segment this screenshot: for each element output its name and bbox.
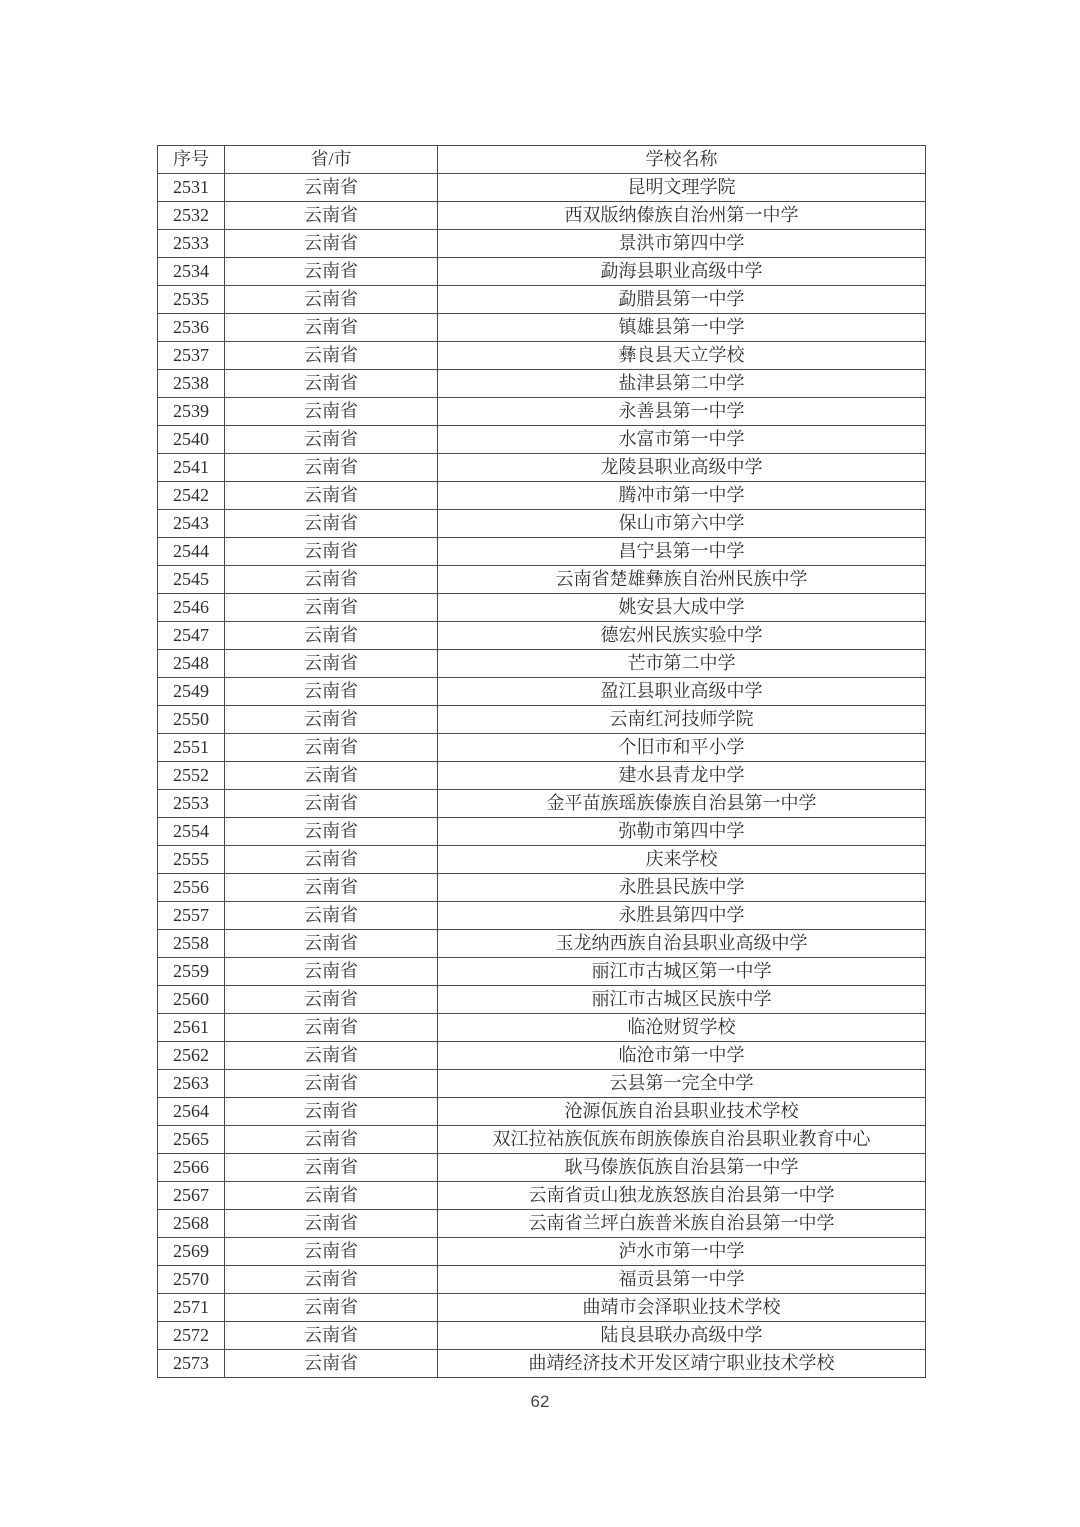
cell-province: 云南省 [225, 734, 438, 762]
cell-serial: 2565 [158, 1126, 225, 1154]
cell-province: 云南省 [225, 286, 438, 314]
table-row [158, 734, 926, 762]
cell-school: 临沧市第一中学 [438, 1042, 926, 1070]
table-row [158, 1294, 926, 1322]
table-row [158, 846, 926, 874]
cell-serial: 2547 [158, 622, 225, 650]
header-province: 省/市 [225, 146, 438, 174]
cell-school: 景洪市第四中学 [438, 230, 926, 258]
cell-province: 云南省 [225, 314, 438, 342]
cell-serial: 2541 [158, 454, 225, 482]
header-school-name: 学校名称 [438, 146, 926, 174]
table-row [158, 930, 926, 958]
cell-province: 云南省 [225, 706, 438, 734]
cell-province: 云南省 [225, 482, 438, 510]
cell-school: 云南省贡山独龙族怒族自治县第一中学 [438, 1182, 926, 1210]
cell-province: 云南省 [225, 370, 438, 398]
table-row [158, 482, 926, 510]
cell-school: 金平苗族瑶族傣族自治县第一中学 [438, 790, 926, 818]
table-row [158, 230, 926, 258]
cell-serial: 2567 [158, 1182, 225, 1210]
cell-school: 泸水市第一中学 [438, 1238, 926, 1266]
cell-province: 云南省 [225, 1322, 438, 1350]
cell-serial: 2531 [158, 174, 225, 202]
cell-school: 云南红河技师学院 [438, 706, 926, 734]
table-row [158, 1322, 926, 1350]
cell-serial: 2564 [158, 1098, 225, 1126]
cell-province: 云南省 [225, 426, 438, 454]
cell-serial: 2544 [158, 538, 225, 566]
table-row [158, 1154, 926, 1182]
table-row [158, 958, 926, 986]
cell-province: 云南省 [225, 1266, 438, 1294]
cell-serial: 2542 [158, 482, 225, 510]
cell-school: 福贡县第一中学 [438, 1266, 926, 1294]
cell-school: 弥勒市第四中学 [438, 818, 926, 846]
cell-serial: 2535 [158, 286, 225, 314]
cell-school: 龙陵县职业高级中学 [438, 454, 926, 482]
table-row [158, 818, 926, 846]
cell-province: 云南省 [225, 1210, 438, 1238]
cell-school: 丽江市古城区第一中学 [438, 958, 926, 986]
cell-school: 曲靖市会泽职业技术学校 [438, 1294, 926, 1322]
cell-school: 云南省兰坪白族普米族自治县第一中学 [438, 1210, 926, 1238]
cell-school: 昆明文理学院 [438, 174, 926, 202]
table-row [158, 1266, 926, 1294]
cell-school: 保山市第六中学 [438, 510, 926, 538]
cell-serial: 2560 [158, 986, 225, 1014]
cell-serial: 2557 [158, 902, 225, 930]
cell-province: 云南省 [225, 818, 438, 846]
table-row [158, 678, 926, 706]
table-row [158, 594, 926, 622]
cell-school: 彝良县天立学校 [438, 342, 926, 370]
cell-serial: 2533 [158, 230, 225, 258]
cell-province: 云南省 [225, 1154, 438, 1182]
cell-province: 云南省 [225, 566, 438, 594]
cell-serial: 2546 [158, 594, 225, 622]
cell-serial: 2568 [158, 1210, 225, 1238]
table-row [158, 902, 926, 930]
cell-school: 姚安县大成中学 [438, 594, 926, 622]
table-row [158, 1042, 926, 1070]
cell-province: 云南省 [225, 1126, 438, 1154]
cell-serial: 2571 [158, 1294, 225, 1322]
cell-province: 云南省 [225, 762, 438, 790]
cell-province: 云南省 [225, 174, 438, 202]
table-row [158, 426, 926, 454]
cell-school: 沧源佤族自治县职业技术学校 [438, 1098, 926, 1126]
cell-province: 云南省 [225, 622, 438, 650]
cell-province: 云南省 [225, 454, 438, 482]
table-row [158, 286, 926, 314]
cell-school: 盈江县职业高级中学 [438, 678, 926, 706]
cell-serial: 2545 [158, 566, 225, 594]
cell-province: 云南省 [225, 902, 438, 930]
table-row [158, 370, 926, 398]
cell-province: 云南省 [225, 1098, 438, 1126]
cell-province: 云南省 [225, 930, 438, 958]
table-row [158, 622, 926, 650]
cell-province: 云南省 [225, 1070, 438, 1098]
cell-school: 云南省楚雄彝族自治州民族中学 [438, 566, 926, 594]
cell-province: 云南省 [225, 678, 438, 706]
cell-school: 镇雄县第一中学 [438, 314, 926, 342]
cell-serial: 2566 [158, 1154, 225, 1182]
cell-school: 陆良县联办高级中学 [438, 1322, 926, 1350]
cell-school: 芒市第二中学 [438, 650, 926, 678]
cell-serial: 2532 [158, 202, 225, 230]
cell-province: 云南省 [225, 230, 438, 258]
table-row [158, 454, 926, 482]
cell-serial: 2537 [158, 342, 225, 370]
cell-school: 昌宁县第一中学 [438, 538, 926, 566]
cell-province: 云南省 [225, 594, 438, 622]
cell-serial: 2562 [158, 1042, 225, 1070]
cell-serial: 2563 [158, 1070, 225, 1098]
cell-school: 玉龙纳西族自治县职业高级中学 [438, 930, 926, 958]
table-row [158, 258, 926, 286]
cell-province: 云南省 [225, 342, 438, 370]
table-row [158, 706, 926, 734]
table-row [158, 510, 926, 538]
cell-serial: 2550 [158, 706, 225, 734]
table-row [158, 1014, 926, 1042]
cell-province: 云南省 [225, 1014, 438, 1042]
cell-serial: 2573 [158, 1350, 225, 1378]
cell-serial: 2538 [158, 370, 225, 398]
table-row [158, 874, 926, 902]
table-row [158, 986, 926, 1014]
page-number: 62 [530, 1392, 550, 1411]
cell-province: 云南省 [225, 1294, 438, 1322]
header-serial: 序号 [158, 146, 225, 174]
cell-province: 云南省 [225, 510, 438, 538]
cell-province: 云南省 [225, 1042, 438, 1070]
table-row [158, 398, 926, 426]
cell-school: 双江拉祜族佤族布朗族傣族自治县职业教育中心 [438, 1126, 926, 1154]
table-row [158, 650, 926, 678]
cell-serial: 2553 [158, 790, 225, 818]
table-row [158, 1126, 926, 1154]
cell-school: 永胜县民族中学 [438, 874, 926, 902]
cell-serial: 2543 [158, 510, 225, 538]
cell-serial: 2569 [158, 1238, 225, 1266]
table-body [158, 174, 926, 1378]
cell-school: 耿马傣族佤族自治县第一中学 [438, 1154, 926, 1182]
cell-serial: 2556 [158, 874, 225, 902]
cell-province: 云南省 [225, 202, 438, 230]
cell-school: 勐海县职业高级中学 [438, 258, 926, 286]
cell-serial: 2552 [158, 762, 225, 790]
cell-province: 云南省 [225, 1182, 438, 1210]
cell-province: 云南省 [225, 1350, 438, 1378]
table-row [158, 1070, 926, 1098]
cell-province: 云南省 [225, 846, 438, 874]
cell-province: 云南省 [225, 1238, 438, 1266]
cell-school: 勐腊县第一中学 [438, 286, 926, 314]
cell-province: 云南省 [225, 874, 438, 902]
cell-school: 丽江市古城区民族中学 [438, 986, 926, 1014]
cell-serial: 2536 [158, 314, 225, 342]
cell-serial: 2558 [158, 930, 225, 958]
cell-school: 建水县青龙中学 [438, 762, 926, 790]
table-row [158, 1210, 926, 1238]
table-row [158, 314, 926, 342]
table-row [158, 1182, 926, 1210]
cell-serial: 2555 [158, 846, 225, 874]
table-row [158, 174, 926, 202]
cell-school: 临沧财贸学校 [438, 1014, 926, 1042]
cell-school: 曲靖经济技术开发区靖宁职业技术学校 [438, 1350, 926, 1378]
table-header-row [158, 146, 926, 174]
cell-province: 云南省 [225, 538, 438, 566]
cell-province: 云南省 [225, 650, 438, 678]
cell-school: 腾冲市第一中学 [438, 482, 926, 510]
school-list-table [157, 145, 926, 1378]
cell-school: 盐津县第二中学 [438, 370, 926, 398]
table-row [158, 342, 926, 370]
cell-serial: 2549 [158, 678, 225, 706]
cell-serial: 2540 [158, 426, 225, 454]
cell-serial: 2570 [158, 1266, 225, 1294]
table-row [158, 1238, 926, 1266]
cell-school: 永胜县第四中学 [438, 902, 926, 930]
cell-serial: 2539 [158, 398, 225, 426]
cell-serial: 2561 [158, 1014, 225, 1042]
cell-province: 云南省 [225, 790, 438, 818]
cell-province: 云南省 [225, 258, 438, 286]
cell-school: 个旧市和平小学 [438, 734, 926, 762]
cell-serial: 2559 [158, 958, 225, 986]
cell-school: 水富市第一中学 [438, 426, 926, 454]
cell-school: 永善县第一中学 [438, 398, 926, 426]
cell-province: 云南省 [225, 986, 438, 1014]
cell-school: 德宏州民族实验中学 [438, 622, 926, 650]
cell-province: 云南省 [225, 398, 438, 426]
cell-serial: 2551 [158, 734, 225, 762]
table-row [158, 202, 926, 230]
cell-serial: 2534 [158, 258, 225, 286]
cell-school: 庆来学校 [438, 846, 926, 874]
cell-serial: 2554 [158, 818, 225, 846]
cell-serial: 2548 [158, 650, 225, 678]
cell-school: 西双版纳傣族自治州第一中学 [438, 202, 926, 230]
cell-serial: 2572 [158, 1322, 225, 1350]
table-row [158, 566, 926, 594]
cell-school: 云县第一完全中学 [438, 1070, 926, 1098]
table-row [158, 538, 926, 566]
table-row [158, 762, 926, 790]
table-row [158, 790, 926, 818]
table-row [158, 1098, 926, 1126]
cell-province: 云南省 [225, 958, 438, 986]
table-row [158, 1350, 926, 1378]
